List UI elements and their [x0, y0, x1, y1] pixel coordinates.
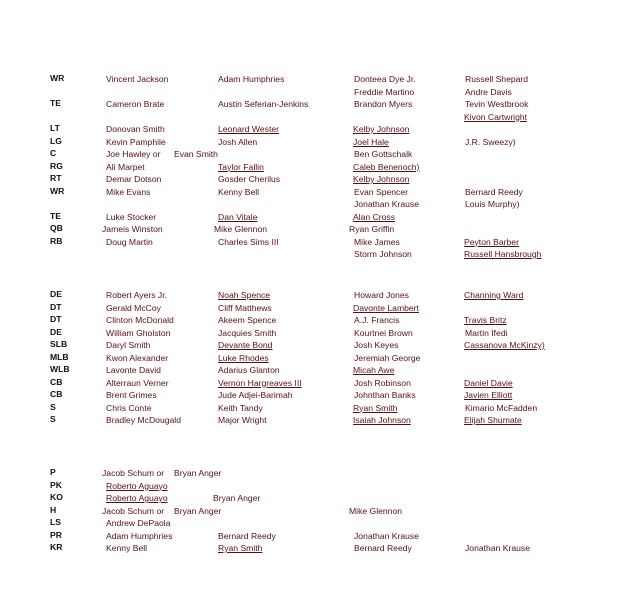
player-name: Gerald McCoy: [106, 302, 161, 313]
player-name: Jacob Schum or: [102, 505, 165, 516]
depth-row: [0, 377, 640, 389]
player-name: Austin Seferian-Jenkins: [218, 99, 309, 109]
depth-row: [0, 148, 640, 160]
depth-row: [0, 414, 640, 426]
depth-row: [0, 364, 640, 376]
player-name: Isaiah Johnson: [353, 415, 411, 425]
player-name: Mike James: [354, 236, 400, 247]
player-name: Vincent Jackson: [106, 74, 169, 84]
position-label-rg: RG: [50, 160, 63, 171]
player-name: Akeem Spence: [218, 315, 277, 325]
player-name: Kivon Cartwright: [464, 111, 528, 122]
player-name: Donovan Smith: [106, 124, 165, 134]
depth-row: [0, 211, 640, 223]
position-label-kr: KR: [50, 542, 63, 552]
depth-row: [0, 505, 640, 517]
player-name: Major Wright: [218, 415, 267, 425]
position-label-cb: CB: [50, 389, 63, 399]
player-name: Kwon Alexander: [106, 352, 169, 363]
depth-row: [0, 402, 640, 414]
position-label-dt: DT: [50, 314, 62, 324]
player-name: Josh Keyes: [354, 340, 399, 350]
position-label-lg: LG: [50, 135, 62, 146]
player-name: Clinton McDonald: [106, 315, 174, 325]
player-name: Ryan Griffin: [349, 224, 395, 234]
position-label-wr: WR: [50, 73, 65, 83]
player-name: Kourtnei Brown: [354, 327, 413, 338]
player-name: Jacob Schum or: [102, 468, 165, 478]
player-name: Lavonte David: [106, 365, 161, 375]
player-name: Ali Marpet: [106, 161, 145, 172]
player-name: Alterraun Verner: [106, 377, 169, 388]
player-name: Bryan Anger: [174, 468, 222, 478]
player-name: Bradley McDougald: [106, 415, 181, 425]
depth-row: [0, 186, 640, 198]
depth-row: [0, 173, 640, 185]
position-label-s: S: [50, 414, 56, 424]
depth-row: [0, 467, 640, 479]
position-label-te: TE: [50, 210, 61, 221]
player-name: Kelby Johnson: [353, 124, 410, 134]
player-name: Ryan Smith: [218, 543, 263, 553]
player-name: A.J. Francis: [354, 315, 400, 325]
player-name: Noah Spence: [218, 290, 271, 300]
depth-row: [0, 530, 640, 542]
player-name: Channing Ward: [464, 290, 524, 300]
player-name: Russell Hansbrough: [464, 249, 542, 259]
player-name: Adam Humphries: [106, 530, 173, 541]
player-name: Luke Stocker: [106, 211, 157, 222]
position-label-te: TE: [50, 98, 61, 108]
depth-row: [0, 389, 640, 401]
player-name: Cameron Brate: [106, 99, 165, 109]
position-label-h: H: [50, 504, 57, 515]
player-name: Davonte Lambert: [353, 302, 419, 313]
depth-row: [0, 327, 640, 339]
position-label-slb: SLB: [50, 339, 68, 349]
position-label-qb: QB: [50, 223, 63, 233]
player-name: Jonathan Krause: [354, 530, 419, 541]
player-name: Jonathan Krause: [354, 199, 419, 209]
player-name: Adarius Glanton: [218, 365, 280, 375]
player-name: Roberto Aguayo: [106, 480, 168, 491]
position-label-cb: CB: [50, 376, 63, 387]
player-name: Brandon Myers: [354, 99, 413, 109]
depth-row: [0, 198, 640, 210]
player-name: Jonathan Krause: [465, 543, 530, 553]
player-name: Daryl Smith: [106, 340, 151, 350]
depth-row: [0, 248, 640, 260]
player-name: Robert Ayers Jr.: [106, 290, 167, 300]
depth-row: [0, 161, 640, 173]
player-name: Storm Johnson: [354, 249, 412, 259]
player-name: Alan Cross: [353, 211, 396, 222]
player-name: Donteea Dye Jr.: [354, 74, 416, 84]
player-name: Andre Davis: [465, 86, 512, 97]
player-name: Jude Adjei-Barimah: [218, 390, 293, 400]
player-name: Joe Hawley or: [106, 149, 161, 159]
player-name: Keith Tandy: [218, 402, 263, 413]
depth-row: [0, 314, 640, 326]
depth-row: [0, 302, 640, 314]
player-name: Taylor Fallin: [218, 161, 264, 172]
player-name: Bryan Anger: [213, 493, 261, 503]
position-label-c: C: [50, 148, 57, 158]
player-name: Kevin Pamphile: [106, 136, 166, 147]
player-name: Bernard Reedy: [354, 543, 412, 553]
player-name: Demar Dotson: [106, 174, 162, 184]
player-name: Bernard Reedy: [465, 186, 523, 197]
player-name: Bernard Reedy: [218, 530, 276, 541]
player-name: Jeremiah George: [354, 352, 421, 363]
depth-row: [0, 517, 640, 529]
player-name: Peyton Barber: [464, 236, 519, 247]
position-label-ko: KO: [50, 492, 63, 502]
player-name: Jameis Winston: [102, 224, 163, 234]
position-label-de: DE: [50, 289, 62, 299]
position-label-wr: WR: [50, 185, 65, 196]
position-label-ls: LS: [50, 517, 61, 527]
player-name: Kenny Bell: [106, 543, 148, 553]
position-label-pk: PK: [50, 479, 62, 490]
player-name: Mike Glennon: [214, 224, 268, 234]
player-name: Daniel Davie: [464, 377, 513, 388]
player-name: Kenny Bell: [218, 186, 260, 197]
player-name: Joel Hale: [353, 136, 389, 147]
depth-row: [0, 111, 640, 123]
player-name: Doug Martin: [106, 236, 153, 247]
player-name: Elijah Shumate: [464, 415, 522, 425]
player-name: Charles Sims III: [218, 236, 279, 247]
player-name: Ben Gottschalk: [354, 149, 413, 159]
player-name: Adam Humphries: [218, 74, 285, 84]
position-label-wlb: WLB: [50, 364, 70, 374]
depth-row: [0, 236, 640, 248]
position-label-pr: PR: [50, 529, 62, 540]
position-label-dt: DT: [50, 301, 62, 312]
player-name: Freddie Martino: [354, 86, 415, 97]
player-name: Devante Bond: [218, 340, 273, 350]
depth-row: [0, 73, 640, 85]
player-name: J.R. Sweezy): [465, 136, 516, 147]
player-name: Mike Glennon: [349, 505, 403, 516]
depth-row: [0, 223, 640, 235]
position-label-rt: RT: [50, 173, 62, 183]
player-name: Caleb Benenoch): [353, 161, 420, 172]
player-name: Russell Shepard: [465, 74, 529, 84]
player-name: Leonard Wester: [218, 124, 279, 134]
player-name: Tevin Westbrook: [465, 99, 529, 109]
depth-row: [0, 123, 640, 135]
player-name: Martin Ifedi: [465, 327, 508, 338]
player-name: Cassanova McKinzy): [464, 340, 545, 350]
position-label-s: S: [50, 401, 56, 412]
position-label-p: P: [50, 467, 56, 477]
player-name: Kelby Johnson: [353, 174, 410, 184]
player-name: William Gholston: [106, 327, 171, 338]
player-name: Louis Murphy): [465, 199, 520, 209]
depth-row: [0, 339, 640, 351]
player-name: Andrew DePaola: [106, 518, 171, 528]
position-label-lt: LT: [50, 123, 60, 133]
player-name: Bryan Anger: [174, 505, 222, 516]
player-name: Jacquies Smith: [218, 327, 277, 338]
player-name: Chris Conte: [106, 402, 152, 413]
player-name: Mike Evans: [106, 186, 151, 197]
player-name: Cliff Matthews: [218, 302, 272, 313]
player-name: Evan Smith: [174, 149, 218, 159]
depth-row: [0, 86, 640, 98]
depth-row: [0, 480, 640, 492]
player-name: Ryan Smith: [353, 402, 398, 413]
depth-row: [0, 98, 640, 110]
player-name: Roberto Aguayo: [106, 493, 168, 503]
depth-row: [0, 492, 640, 504]
player-name: Vernon Hargreaves III: [218, 377, 302, 388]
player-name: Howard Jones: [354, 290, 409, 300]
player-name: Josh Robinson: [354, 377, 411, 388]
depth-row: [0, 352, 640, 364]
player-name: Kimario McFadden: [465, 402, 538, 413]
player-name: Dan Vitale: [218, 211, 258, 222]
depth-row: [0, 136, 640, 148]
player-name: Johnthan Banks: [354, 390, 416, 400]
player-name: Gosder Cherilus: [218, 174, 281, 184]
position-label-de: DE: [50, 326, 62, 337]
player-name: Micah Awe: [353, 365, 395, 375]
player-name: Evan Spencer: [354, 186, 408, 197]
player-name: Javien Elliott: [464, 390, 513, 400]
player-name: Luke Rhodes: [218, 352, 269, 363]
player-name: Brent Grimes: [106, 390, 157, 400]
depth-row: [0, 542, 640, 554]
position-label-rb: RB: [50, 235, 63, 246]
player-name: Josh Allen: [218, 136, 258, 147]
player-name: Travis Britz: [464, 315, 507, 325]
depth-row: [0, 289, 640, 301]
position-label-mlb: MLB: [50, 351, 69, 362]
